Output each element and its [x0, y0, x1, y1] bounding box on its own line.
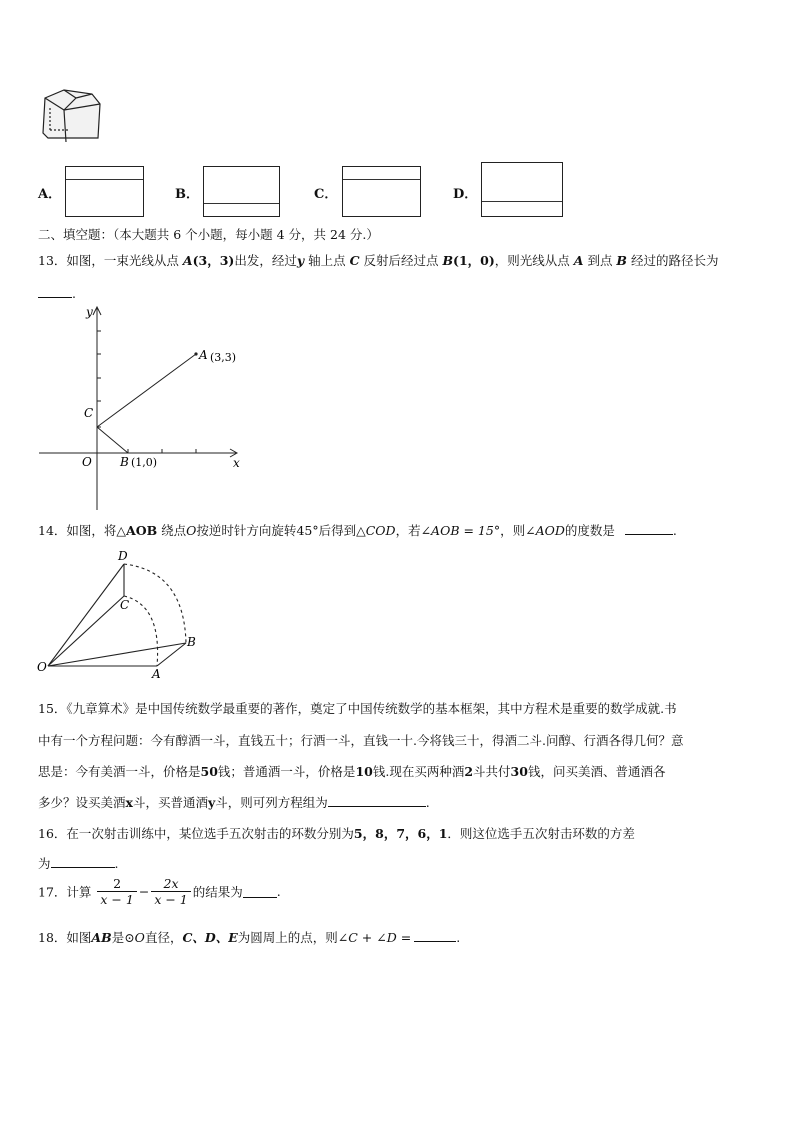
q15-answer-blank[interactable] [328, 794, 426, 807]
q15-number-2: 2 [464, 764, 474, 779]
q13-point-b: B [442, 253, 454, 268]
question-15-line-4 [38, 793, 430, 811]
q13-label-a: A [199, 348, 208, 362]
q15-text: 《九章算术》是中国传统数学最重要的著作，奠定了中国传统数学的基本框架，其中方程术是重要的数学成就.书 [66, 701, 677, 716]
q18-answer-blank[interactable] [414, 929, 456, 942]
q16-text: ．则这位选手五次射击环数的方差 [447, 826, 635, 841]
q16-number: 16． [38, 826, 67, 841]
q14-point-o: O [186, 523, 197, 538]
q15-end: . [425, 795, 430, 810]
q14-text: ，若 [395, 523, 421, 538]
q18-segment-ab: AB [91, 930, 112, 945]
option-a-label: A． [38, 187, 62, 202]
option-b-label: B． [175, 187, 199, 202]
q17-number: 17． [38, 884, 67, 900]
q13-answer-blank[interactable] [38, 285, 72, 298]
q15-number-50: 50 [200, 764, 218, 779]
q14-number: 14． [38, 523, 67, 538]
q13-point-b: B [616, 253, 627, 268]
q15-text: 斗，则可列方程组为 [215, 795, 328, 810]
q14-label-a: A [152, 667, 161, 680]
q14-label-o: O [37, 660, 47, 674]
q14-label-b: B [187, 635, 196, 649]
q15-number: 15． [38, 701, 67, 716]
q15-number-10: 10 [355, 764, 373, 779]
q17-text: 的结果为 [192, 884, 243, 900]
q17-text: 计算 [66, 884, 92, 900]
q16-answer-blank[interactable] [51, 855, 115, 868]
option-c-figure[interactable] [342, 166, 421, 217]
q14-answer-blank[interactable] [625, 522, 673, 535]
q17-fraction-2 [151, 876, 190, 907]
section-title: 二、填空题：（本大题共 6 个小题，每小题 4 分，共 24 分.） [38, 227, 379, 242]
q13-number: 13． [38, 253, 67, 268]
q15-text: 多少？设买美酒 [38, 795, 126, 810]
q13-label-a-coord: (3,3) [210, 351, 237, 364]
q18-expression: ∠C + ∠D = [337, 930, 412, 945]
q15-number-30: 30 [510, 764, 528, 779]
q13-text: 到点 [583, 253, 617, 268]
q15-var-x: x [125, 795, 133, 810]
q14-label-c: C [120, 598, 130, 612]
q14-text: 如图，将 [66, 523, 117, 538]
q14-text: 绕点 [157, 523, 187, 538]
q15-text: 斗，买普通酒 [132, 795, 208, 810]
q18-end: . [456, 930, 461, 945]
q13-answer-line [38, 285, 76, 301]
q17-end: . [276, 884, 281, 899]
q15-text: 思是：今有美酒一斗，价格是 [38, 764, 201, 779]
solid-figure [36, 86, 106, 146]
question-16-line-2 [38, 854, 119, 872]
q13-text: 出发，经过 [234, 253, 297, 268]
q14-text: ，则 [500, 523, 526, 538]
q13-text: ，则光线从点 [494, 253, 574, 268]
q13-text: 轴上点 [304, 253, 350, 268]
q15-var-y: y [207, 795, 216, 810]
q14-text: 后得到 [318, 523, 357, 538]
question-17 [38, 876, 281, 907]
option-a-figure[interactable] [65, 166, 144, 217]
q13-text: 如图，一束光线从点 [66, 253, 183, 268]
q13-coord-a: (3，3) [192, 253, 235, 268]
q17-answer-blank[interactable] [243, 885, 277, 898]
q13-label-c: C [84, 406, 94, 420]
q13-point-a: A [182, 253, 193, 268]
question-13 [38, 251, 718, 269]
q16-scores: 5，8，7，6，1 [353, 826, 448, 841]
q18-points: C、D、E [182, 930, 238, 945]
q17-fraction-1 [97, 876, 136, 907]
q14-text: 按逆时针方向旋转 [196, 523, 297, 538]
q16-end: . [114, 856, 119, 871]
option-d-figure[interactable] [481, 162, 563, 217]
q15-text: 钱；普通酒一斗，价格是 [217, 764, 356, 779]
q17-f1-denominator: x − 1 [100, 892, 134, 907]
option-b-figure[interactable] [203, 166, 280, 217]
q13-axis-y: y [296, 253, 305, 268]
question-15-line-1 [38, 699, 677, 717]
question-15-line-3 [38, 762, 665, 780]
q18-circle: ⊙O [124, 930, 145, 945]
option-d-label: D． [453, 187, 478, 202]
q13-coord-b: (1，0) [453, 253, 495, 268]
q18-text: 直径， [144, 930, 183, 945]
q14-rotation-figure [34, 545, 204, 680]
q13-point-a: A [573, 253, 584, 268]
question-14 [38, 521, 677, 539]
q14-triangle-aob: △AOB [116, 523, 158, 538]
question-15-line-2: 中有一个方程问题：今有醇酒一斗，直钱五十；行酒一斗，直钱一十.今将钱三十，得酒二斗.问醇、行酒各得几何？意 [38, 733, 684, 748]
q18-text: 为圆周上的点，则 [237, 930, 338, 945]
q18-text: 是 [111, 930, 125, 945]
q15-text: 钱，问买美酒、普通酒各 [527, 764, 666, 779]
q15-text: 斗共付 [473, 764, 511, 779]
q16-text: 在一次射击训练中，某位选手五次射击的环数分别为 [66, 826, 354, 841]
q15-text: 钱.现在买两种酒 [372, 764, 465, 779]
q18-text: 如图 [66, 930, 92, 945]
q13-end: . [72, 286, 76, 301]
q14-end: . [672, 523, 677, 538]
q13-text: 反射后经过点 [359, 253, 443, 268]
q13-point-c: C [349, 253, 360, 268]
q13-label-o: O [82, 455, 92, 469]
question-16 [38, 824, 635, 842]
q13-label-y: y [86, 305, 93, 319]
q14-text: 的度数是 [564, 523, 615, 538]
q13-label-b-coord: (1,0) [131, 456, 158, 469]
q14-ask: ∠AOD [525, 523, 565, 538]
q18-number: 18． [38, 930, 67, 945]
q17-f2-denominator: x − 1 [154, 892, 188, 907]
q14-given: ∠AOB = 15° [420, 523, 501, 538]
q17-f1-numerator: 2 [97, 876, 136, 892]
option-c-label: C． [314, 187, 338, 202]
q14-angle: 45° [296, 523, 319, 538]
q13-label-x: x [233, 456, 240, 470]
q13-coordinate-figure [36, 300, 251, 515]
q16-text: 为 [38, 856, 51, 871]
q13-label-b: B [120, 455, 129, 469]
q14-label-d: D [118, 549, 128, 563]
q17-f2-numerator: 2x [151, 876, 190, 892]
q17-minus: − [138, 884, 150, 899]
question-18 [38, 928, 460, 946]
q14-triangle-cod: △COD [356, 523, 396, 538]
q13-text: 经过的路径长为 [627, 253, 719, 268]
